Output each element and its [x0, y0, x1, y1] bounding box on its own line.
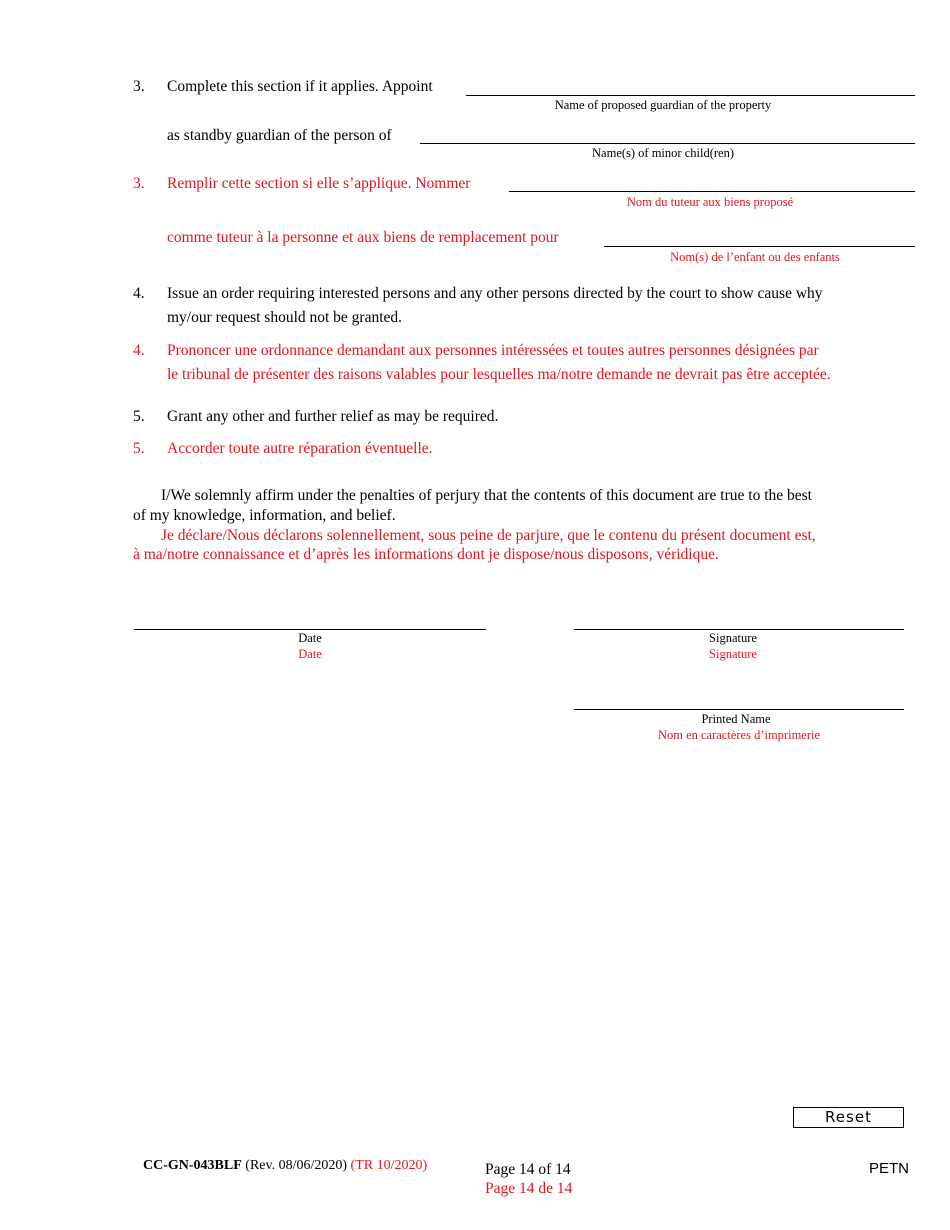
- item5-en-text: Grant any other and further relief as may be required.: [167, 408, 499, 425]
- item3-en-text: Complete this section if it applies. Appoint: [167, 78, 433, 95]
- signature-caption-fr: Signature: [709, 647, 757, 661]
- form-translation: (TR 10/2020): [350, 1158, 428, 1173]
- affirmation-en-line1: I/We solemnly affirm under the penalties of perjury that the contents of this document are true to the best: [161, 487, 812, 504]
- guardian-property-caption: Name of proposed guardian of the property: [554, 98, 772, 112]
- affirmation-fr-line2: à ma/notre connaissance et d’après les informations dont je dispose/nous disposons, véridique.: [133, 546, 719, 563]
- minor-children-name-field[interactable]: [420, 143, 915, 144]
- affirmation-en-line2: of my knowledge, information, and belief.: [133, 507, 396, 524]
- item4-fr-line1: Prononcer une ordonnance demandant aux personnes intéressées et toutes autres personnes désignées par: [167, 342, 819, 359]
- form-revision: (Rev. 08/06/2020): [245, 1158, 348, 1173]
- minor-children-caption: Name(s) of minor child(ren): [592, 146, 734, 160]
- page-number-en: Page 14 of 14: [485, 1161, 571, 1178]
- printed-name-caption-en: Printed Name: [701, 712, 771, 726]
- item3-fr-number: 3.: [133, 175, 145, 192]
- form-id: CC-GN-043BLF: [143, 1158, 242, 1173]
- item3-fr-text2: comme tuteur à la personne et aux biens de remplacement pour: [167, 229, 559, 246]
- printed-name-caption-fr: Nom en caractères d’imprimerie: [657, 728, 821, 742]
- date-field[interactable]: [134, 629, 486, 630]
- guardian-property-name-field[interactable]: [466, 95, 915, 96]
- item5-en-number: 5.: [133, 408, 145, 425]
- printed-name-field[interactable]: [574, 709, 904, 710]
- tuteur-biens-caption: Nom du tuteur aux biens proposé: [626, 195, 794, 209]
- signature-caption-en: Signature: [709, 631, 757, 645]
- item4-en-line1: Issue an order requiring interested persons and any other persons directed by the court to show cause why: [167, 285, 823, 302]
- tuteur-biens-field: [509, 191, 915, 192]
- item4-fr-number: 4.: [133, 342, 145, 359]
- date-caption-fr: Date: [298, 647, 322, 661]
- item5-fr-number: 5.: [133, 440, 145, 457]
- footer-form-info: [143, 1158, 427, 1174]
- item4-en-number: 4.: [133, 285, 145, 302]
- item3-fr-text: Remplir cette section si elle s’applique. Nommer: [167, 175, 471, 192]
- reset-button[interactable]: Reset: [793, 1107, 904, 1128]
- item4-en-line2: my/our request should not be granted.: [167, 309, 403, 326]
- page-number-fr: Page 14 de 14: [485, 1180, 573, 1197]
- date-caption-en: Date: [298, 631, 322, 645]
- item5-fr-text: Accorder toute autre réparation éventuelle.: [167, 440, 433, 457]
- affirmation-fr-line1: Je déclare/Nous déclarons solennellement, sous peine de parjure, que le contenu du présent document est,: [161, 527, 816, 544]
- item3-en-number: 3.: [133, 78, 145, 95]
- enfants-caption: Nom(s) de l’enfant ou des enfants: [670, 250, 840, 264]
- signature-field[interactable]: [574, 629, 904, 630]
- form-code: PETN: [869, 1160, 910, 1177]
- item3-en-text2: as standby guardian of the person of: [167, 127, 392, 144]
- item4-fr-line2: le tribunal de présenter des raisons valables pour lesquelles ma/notre demande ne devrait pas être acceptée.: [167, 366, 831, 383]
- enfants-field: [604, 246, 915, 247]
